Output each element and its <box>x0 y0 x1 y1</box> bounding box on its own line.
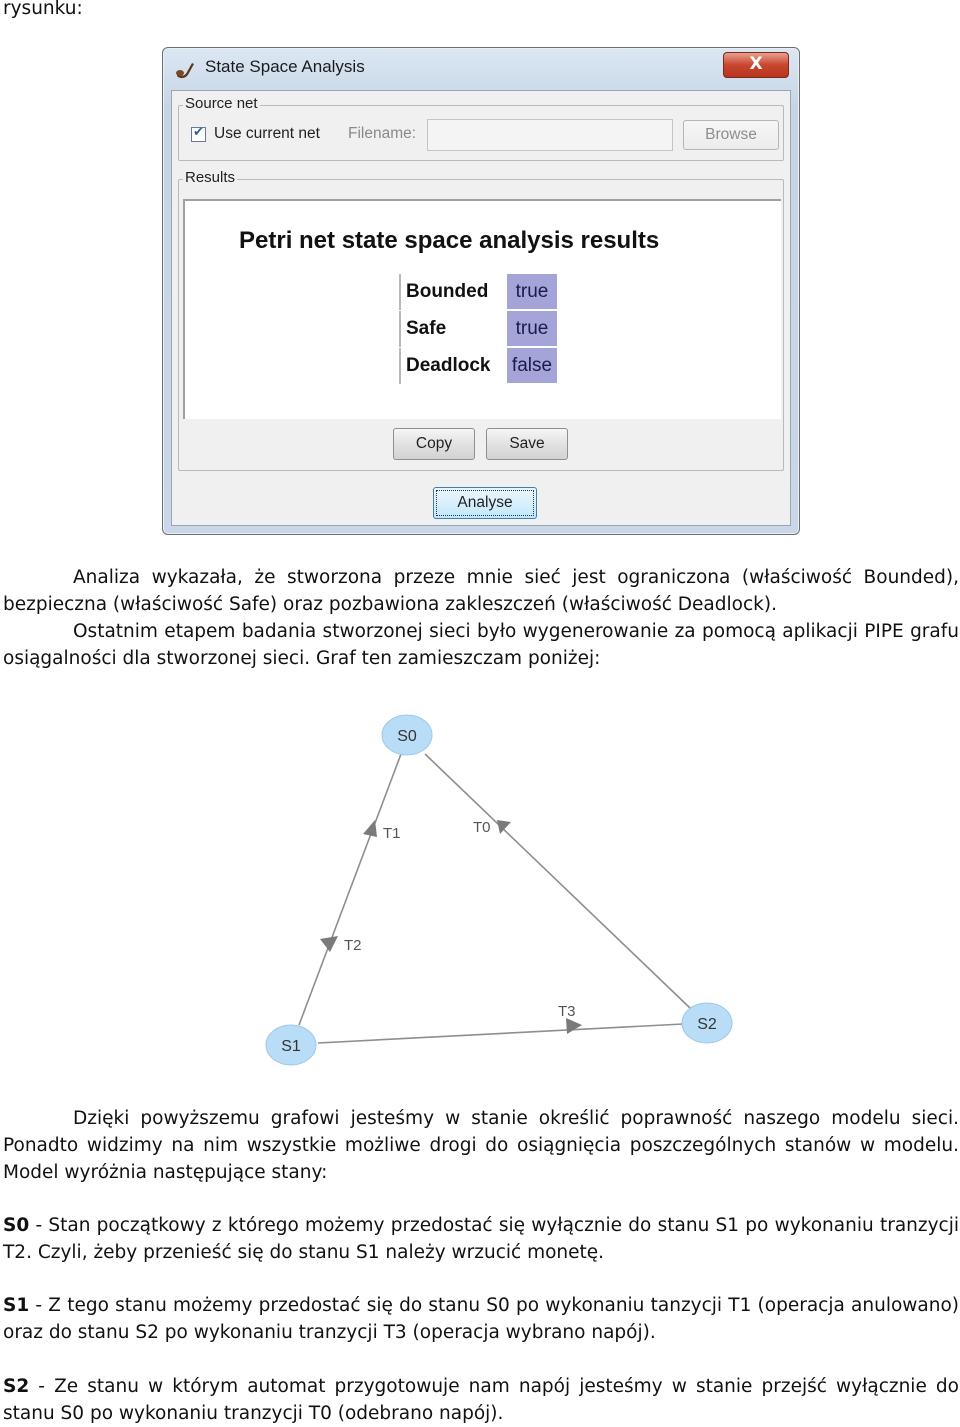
result-value: true <box>507 274 557 309</box>
arrowhead-t1 <box>363 820 377 837</box>
result-value: true <box>507 311 557 346</box>
edge-s2-s0 <box>425 754 690 1008</box>
transition-label-t2: T2 <box>344 937 362 954</box>
transition-label-t1: T1 <box>383 825 401 842</box>
result-key: Bounded <box>399 274 505 310</box>
state-description-s1 <box>3 1292 959 1346</box>
arrowhead-t2 <box>320 936 338 952</box>
edge-s1-s2 <box>318 1024 683 1043</box>
window-title: State Space Analysis <box>205 57 365 76</box>
source-net-legend: Source net <box>185 95 258 112</box>
close-button[interactable]: X <box>723 52 789 78</box>
transition-label-t3: T3 <box>558 1003 576 1020</box>
use-current-net-label: Use current net <box>214 125 320 142</box>
result-key: Deadlock <box>399 348 505 384</box>
state-label-s0: S0 <box>397 728 417 745</box>
arrowhead-t0 <box>497 820 511 834</box>
state-description-s0 <box>3 1212 959 1266</box>
state-name: S1 <box>3 1295 30 1316</box>
transition-label-t0: T0 <box>473 819 491 836</box>
state-description-text: - Stan początkowy z którego możemy przedostać się wyłącznie do stanu S1 po wykonaniu tranzycji T2. Czyli, żeby przenieść się do stanu S1 należy wrzucić monetę. <box>3 1215 959 1263</box>
edge-s0-s1 <box>299 754 401 1025</box>
paragraph-text: Dzięki powyższemu grafowi jesteśmy w stanie określić poprawność naszego modelu sieci. Ponadto widzimy na nim wszystkie możliwe drogi do osiągnięcia poszczególnych stanów w modelu. Model wyróżnia następujące stany: <box>3 1108 959 1183</box>
filename-label: Filename: <box>348 125 417 142</box>
results-legend: Results <box>185 169 236 186</box>
state-label-s1: S1 <box>281 1038 301 1055</box>
arrowhead-t3 <box>566 1018 582 1034</box>
state-description-text: - Z tego stanu możemy przedostać się do stanu S0 po wykonaniu tanzycji T1 (operacja anulowano) oraz do stanu S2 po wykonaniu tranzycji T3 (operacja wybrano napój). <box>3 1295 959 1343</box>
analyse-label: Analyse <box>457 494 513 511</box>
state-label-s2: S2 <box>697 1016 717 1033</box>
save-button[interactable]: Save <box>486 428 568 460</box>
paragraph-graph-analysis <box>3 1105 959 1186</box>
paragraph-text: Ostatnim etapem badania stworzonej sieci było wygenerowanie za pomocą aplikacji PIPE grafu osiągalności dla stworzonej sieci. Graf ten zamieszczam poniżej: <box>3 621 959 669</box>
state-name: S2 <box>3 1376 30 1397</box>
paragraph-text: Analiza wykazała, że stworzona przeze mnie sieć jest ograniczona (właściwość Bounded), bezpieczna (właściwość Safe) oraz pozbawiona zakleszczeń (właściwość Deadlock). <box>3 567 959 615</box>
state-description-text: - Ze stanu w którym automat przygotowuje nam napój jesteśmy w stanie przejść wyłącznie do stanu S0 po wykonaniu tranzycji T0 (odebrano napój). <box>3 1376 959 1424</box>
copy-button[interactable]: Copy <box>393 428 475 460</box>
result-value: false <box>507 348 557 383</box>
state-description-s2 <box>3 1373 959 1427</box>
browse-button[interactable]: Browse <box>683 120 779 150</box>
state-name: S0 <box>3 1215 30 1236</box>
page-top-text: rysunku: <box>3 0 83 19</box>
result-key: Safe <box>399 311 505 347</box>
results-heading: Petri net state space analysis results <box>239 227 660 254</box>
